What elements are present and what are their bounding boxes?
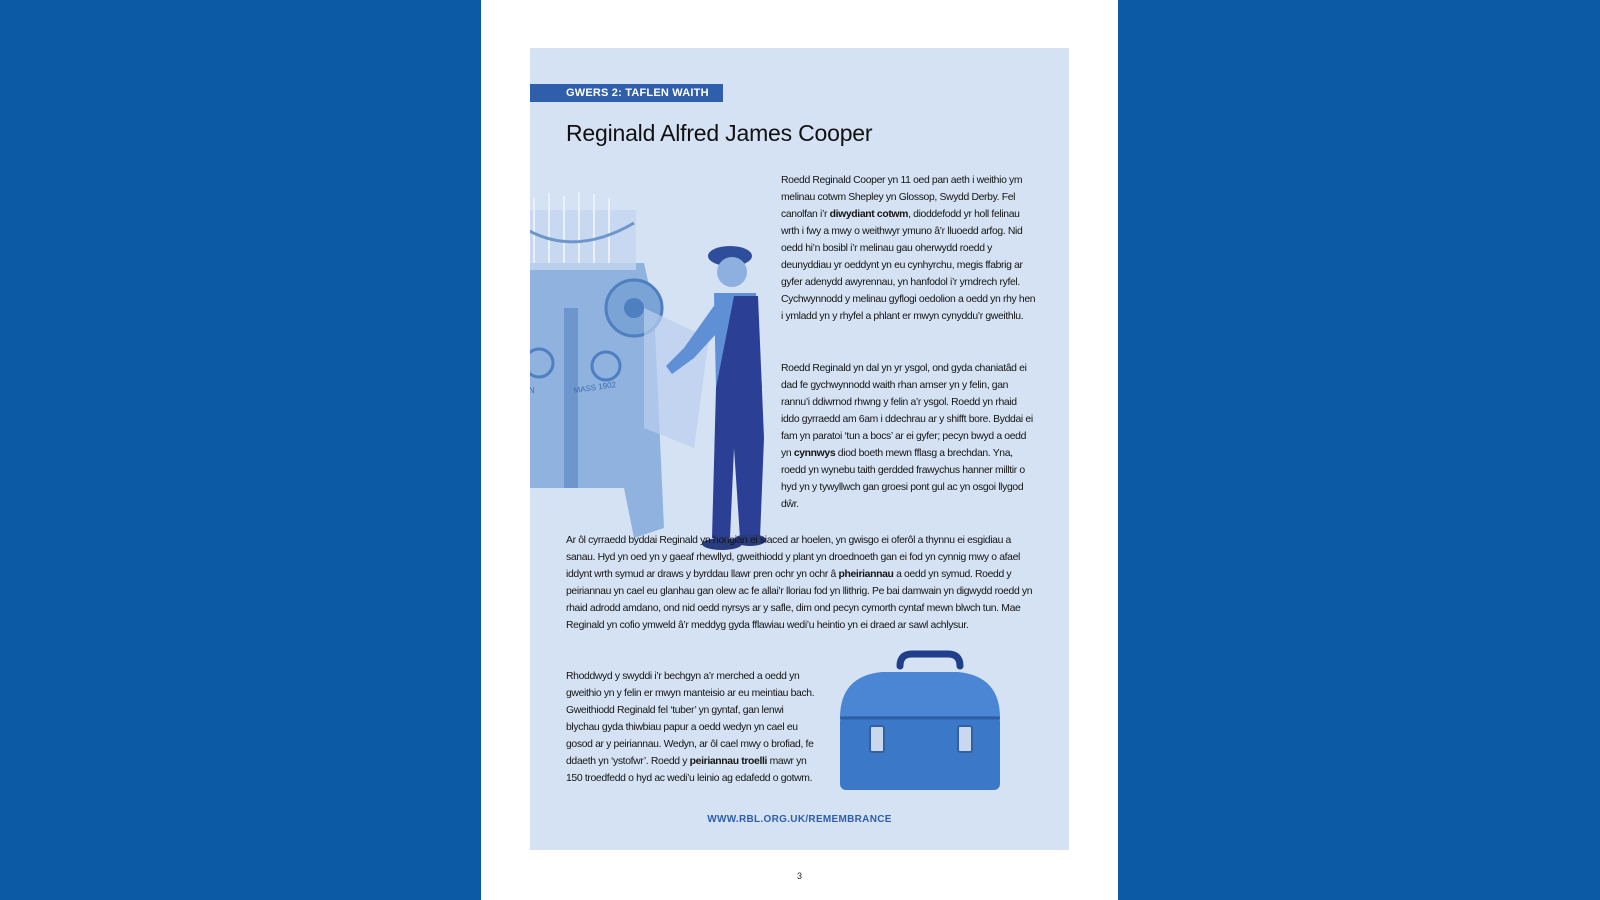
machine-wheel-hub — [624, 298, 644, 318]
paragraph-2-bold: cynnwys — [793, 448, 836, 459]
machine-engraving-right: MASS 1902 — [573, 380, 617, 395]
paragraph-2-text-a: Roedd Reginald yn dal yn yr ysgol, ond gyda chaniatâd ei dad fe gychwynnodd waith rhan amser yn y felin, gan rannu’i ddiwrnod rhwng y felin a’r ysgol. Roedd yn rhaid iddo gyrraedd am 6am i ddechrau ar y shifft bore. Byddai ei fam yn paratoi ‘tun a bocs’ ar ei gyfer; pecyn bwyd a oedd yn — [781, 363, 1033, 459]
paragraph-1 — [781, 172, 1037, 325]
lunch-box-latch-right — [958, 726, 972, 752]
lunch-box-body — [840, 716, 1000, 790]
paragraph-1-text-a: Roedd Reginald Cooper yn 11 oed pan aeth i weithio ym melinau cotwm Shepley yn Glossop, Swydd Derby. Fel canolfan i’r — [781, 175, 1023, 220]
lunch-box-icon — [830, 648, 1010, 798]
paragraph-3-bold: pheiriannau — [838, 569, 894, 580]
paragraph-4-bold: peiriannau troelli — [689, 756, 768, 767]
paragraph-2 — [781, 360, 1037, 513]
page-title: Reginald Alfred James Cooper — [566, 120, 873, 146]
website-link[interactable]: WWW.RBL.ORG.UK/REMEMBRANCE — [707, 814, 892, 825]
worksheet-page — [481, 0, 1118, 900]
paragraph-3 — [566, 532, 1034, 634]
paragraph-4-text-b: mawr yn 150 troedfedd o hyd ac wedi’u leinio ag edafedd o gotwm. — [566, 756, 813, 784]
paragraph-1-text-b: , dioddefodd yr holl felinau wrth i fwy a mwy o weithwyr ymuno â’r lluoedd arfog. Nid oedd hi’n bosibl i’r melinau gau oherwydd roedd y deunyddiau yr oeddynt yn eu cynhyrchu, megis ffabrig ar gyfer adenydd awyrennau, yn hanfodol i’r ymdrech ryfel. Cychwynnodd y melinau gyflogi oedolion a oedd yn rhy hen i ymladd yn y rhyfel a phlant er mwyn cynyddu’r gweithlu. — [781, 209, 1036, 322]
boy-head — [717, 257, 747, 287]
paragraph-1-bold: diwydiant cotwm — [829, 209, 909, 220]
machine-engraving-left: NTON — [512, 386, 535, 395]
content-panel — [512, 48, 1069, 850]
lunch-box-latch-left — [870, 726, 884, 752]
mill-worker-illustration — [512, 188, 784, 558]
lunch-box-lid — [840, 672, 1000, 718]
machine-column — [564, 308, 578, 488]
paragraph-3-text-a: Ar ôl cyrraedd byddai Reginald yn hongian ei siaced ar hoelen, yn gwisgo ei oferôl a thynnu ei esgidiau a sanau. Hyd yn oed yn y gaeaf rhewllyd, gweithiodd y plant yn droednoeth gan ei fod yn cynnig mwy o afael iddynt wrth symud ar draws y byrddau llawr pren ochr yn ochr â — [566, 535, 1020, 580]
paragraph-3-text-b: a oedd yn symud. Roedd y peiriannau yn cael eu glanhau gan olew ac fe allai’r lloriau fod yn llithrig. Pe bai damwain yn digwydd roedd yn rhaid adrodd amdano, ond nid oedd nyrsys ar y safle, dim ond pecyn cymorth cyntaf mewn blwch tun. Mae Reginald yn cofio ymweld â’r meddyg gyda fflawiau wedi’u heintio yn ei draed ar sawl achlysur. — [566, 569, 1033, 631]
paragraph-2-text-b: diod boeth mewn fflasg a brechdan. Yna, roedd yn wynebu taith gerdded frawychus hanner milltir o hyd yn y tywyllwch gan groesi pont gul ac yn osgoi llygod dŵr. — [781, 448, 1025, 510]
lunch-box-handle — [900, 654, 960, 666]
lesson-tag: GWERS 2: TAFLEN WAITH — [530, 84, 723, 102]
page-number: 3 — [796, 871, 802, 881]
paragraph-4 — [566, 668, 816, 787]
paragraph-4-text-a: Rhoddwyd y swyddi i’r bechgyn a’r merched a oedd yn gweithio yn y felin er mwyn manteisio ar eu meintiau bach. Gweithiodd Reginald fel ‘tuber’ yn gyntaf, gan lenwi blychau gyda thiwbiau papur a oedd wedyn yn cael eu gosod ar y peiriannau. Wedyn, ar ôl cael mwy o brofiad, fe ddaeth yn ‘ystofwr’. Roedd y — [566, 671, 815, 767]
